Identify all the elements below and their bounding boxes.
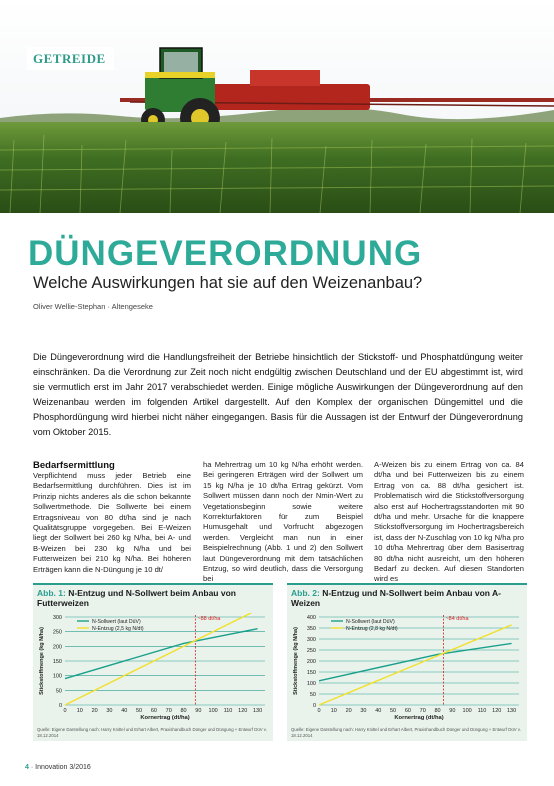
figure-number: Abb. 2: xyxy=(291,588,320,598)
series-line xyxy=(65,629,258,679)
author-line: Oliver Wellie-Stephan · Altengeseke xyxy=(33,302,153,311)
x-tick-label: 60 xyxy=(150,708,157,714)
hero-photo xyxy=(0,0,554,213)
figure-title xyxy=(37,588,269,608)
series-line xyxy=(319,625,512,705)
y-tick-label: 300 xyxy=(52,615,62,621)
y-tick-label: 350 xyxy=(306,626,316,632)
y-tick-label: 250 xyxy=(52,629,62,636)
legend-label: N-Sollwert (laut DüV) xyxy=(346,619,395,625)
y-tick-label: 400 xyxy=(306,615,316,621)
marker-label: ~88 dt/ha xyxy=(197,616,221,622)
y-tick-label: 150 xyxy=(306,670,316,676)
x-tick-label: 90 xyxy=(195,708,202,714)
x-axis-label: Kornertrag (dt/ha) xyxy=(140,715,190,721)
x-tick-label: 90 xyxy=(449,708,456,714)
y-tick-label: 50 xyxy=(55,688,62,695)
y-axis-label: Stickstoffmenge (kg N/ha) xyxy=(39,627,45,695)
section-heading: Bedarfsermittlung xyxy=(33,460,115,471)
x-tick-label: 100 xyxy=(208,708,218,714)
x-tick-label: 40 xyxy=(121,708,128,714)
x-tick-label: 130 xyxy=(506,708,517,714)
x-tick-label: 70 xyxy=(419,708,426,714)
legend-label: N-Entzug (2,8 kg N/dt) xyxy=(346,626,398,632)
x-tick-label: 0 xyxy=(63,708,67,714)
figure-source: Quelle: Eigene Darstellung nach: Harry Knittel und Erhart Albert, Praxishandbuch Dünger und Düngung + Entwurf DüV v. 18.12.2014 xyxy=(291,727,521,738)
marker-label: ~84 dt/ha xyxy=(445,616,469,622)
figure-2 xyxy=(287,583,527,741)
x-tick-label: 10 xyxy=(330,708,337,714)
x-tick-label: 70 xyxy=(165,708,172,714)
y-tick-label: 100 xyxy=(306,681,316,687)
page-number: 4 xyxy=(25,764,29,771)
y-tick-label: 0 xyxy=(312,703,316,709)
x-tick-label: 50 xyxy=(390,708,397,714)
x-axis-label: Kornertrag (dt/ha) xyxy=(394,715,444,721)
x-tick-label: 30 xyxy=(360,708,367,714)
line-chart-2 xyxy=(287,613,527,725)
x-tick-label: 60 xyxy=(404,708,411,714)
lead-paragraph: Die Düngeverordnung wird die Handlungsfreiheit der Betriebe hinsichtlich der Stickstoff- und Phosphatdüngung weiter einschränken. Da die Verordnung zur Zeit noch nicht endgültig zwischen Deutschland und der EU abgestimmt ist, wird sie vermutlich erst im Jahr 2017 verabschiedet werden. Einige mögliche Auswirkungen der Düngeverordnung auf den Weizenanbau werden im folgenden Artikel dargestellt. Auf den Komplex der organischen Düngemittel und die Phosphordüngung wird hierbei nicht näher eingegangen. Basis für die Aussagen ist der Entwurf der Düngeverordnung vom Oktober 2015. xyxy=(33,352,523,437)
x-tick-label: 30 xyxy=(106,708,113,714)
series-line xyxy=(319,643,512,680)
x-tick-label: 130 xyxy=(252,708,263,714)
y-axis-label: Stickstoffmenge (kg N/ha) xyxy=(293,627,299,695)
figure-caption: N-Entzug und N-Sollwert beim Anbau von A-Weizen xyxy=(291,588,501,608)
figure-title xyxy=(291,588,523,608)
section-label: GETREIDE xyxy=(27,47,114,70)
x-tick-label: 20 xyxy=(345,708,352,714)
y-tick-label: 200 xyxy=(52,644,62,651)
footer-separator: · xyxy=(28,764,36,771)
figure-caption: N-Entzug und N-Sollwert beim Anbau von Futterweizen xyxy=(37,588,236,608)
figure-1 xyxy=(33,583,273,741)
body-column-2: ha Mehrertrag um 10 kg N/ha erhöht werden. Bei geringeren Erträgen wird der Sollwert um 15 kg N/ha je 10 dt/ha Ertrag gekürzt. Vom Sollwert müssen dann noch der Nmin-Wert zu Vegetationsbeginn sowie weitere Korrekturfaktoren für zum Beispiel Humusgehalt und Vorfrucht abgezogen werden. Vergleicht man nun in einer Beispielrechnung (Abb. 1 und 2) den Sollwert laut Düngeverordnung mit dem tatsächlichen Entzug, so wird deutlich, dass die Versorgung bei xyxy=(203,460,363,584)
y-tick-label: 300 xyxy=(306,637,316,643)
x-tick-label: 10 xyxy=(76,708,83,714)
x-tick-label: 110 xyxy=(223,708,233,714)
y-tick-label: 50 xyxy=(309,692,316,698)
x-tick-label: 0 xyxy=(317,708,321,714)
x-tick-label: 20 xyxy=(91,708,98,714)
body-column-1: Verpflichtend muss jeder Betrieb eine Bedarfsermittlung durchführen. Dies ist im Prinzip nichts anderes als die schon bekannte Sollwertmethode. Die Sollwerte bei einem Ertragsniveau von 80 dt/ha sind je nach Qualitätsgruppe vorgegeben. Bei E-Weizen liegt der Sollwert bei 260 kg N/ha, bei A- und B-Weizen bei 230 kg N/ha und bei Futterweizen bei 210 kg N/ha. Bei höheren Erträgen kann die N-Düngung je 10 dt/ xyxy=(33,471,191,574)
figure-source: Quelle: Eigene Darstellung nach: Harry Knittel und Erhart Albert, Praxishandbuch Dünger und Düngung + Entwurf DüV v. 18.12.2014 xyxy=(37,727,267,738)
x-tick-label: 80 xyxy=(434,708,441,714)
issue-label: Innovation 3/2016 xyxy=(35,764,91,771)
y-tick-label: 150 xyxy=(52,659,62,665)
y-tick-label: 200 xyxy=(306,659,316,665)
x-tick-label: 100 xyxy=(462,708,472,714)
x-tick-label: 50 xyxy=(136,708,143,714)
x-tick-label: 40 xyxy=(375,708,382,714)
article-subtitle: Welche Auswirkungen hat sie auf den Weizenanbau? xyxy=(33,274,423,292)
legend-label: N-Entzug (2,5 kg N/dt) xyxy=(92,626,144,632)
x-tick-label: 80 xyxy=(180,708,187,714)
body-column-3: A-Weizen bis zu einem Ertrag von ca. 84 dt/ha und bei Futterweizen bis zu einem Ertrag von ca. 88 dt/ha gesichert ist. Problematisch wird die Stickstoffversorgung also erst auf Hochertragsstandorten mit 90 dt/ha und mehr. Ursache für die knappere Stickstoffversorgung im Hochertragsbereich ist, dass der N-Zuschlag von 10 kg N/ha pro 10 dt/ha Mehrertrag über dem Basisertrag 80 dt/ha nicht ausreicht, um den höheren Bedarf zu decken. Auf diesen Standorten wird es xyxy=(374,460,524,584)
x-tick-label: 110 xyxy=(477,708,487,714)
y-tick-label: 250 xyxy=(306,648,316,654)
tractor-field-image xyxy=(0,0,554,213)
y-tick-label: 0 xyxy=(58,703,62,709)
x-tick-label: 120 xyxy=(238,708,248,714)
page-footer xyxy=(25,764,91,771)
line-chart-1 xyxy=(33,613,273,725)
x-tick-label: 120 xyxy=(492,708,502,714)
figure-number: Abb. 1: xyxy=(37,588,66,598)
article-title: DÜNGEVERORDNUNG xyxy=(28,234,423,273)
legend-label: N-Sollwert (laut DüV) xyxy=(92,619,141,625)
y-tick-label: 100 xyxy=(52,673,62,680)
